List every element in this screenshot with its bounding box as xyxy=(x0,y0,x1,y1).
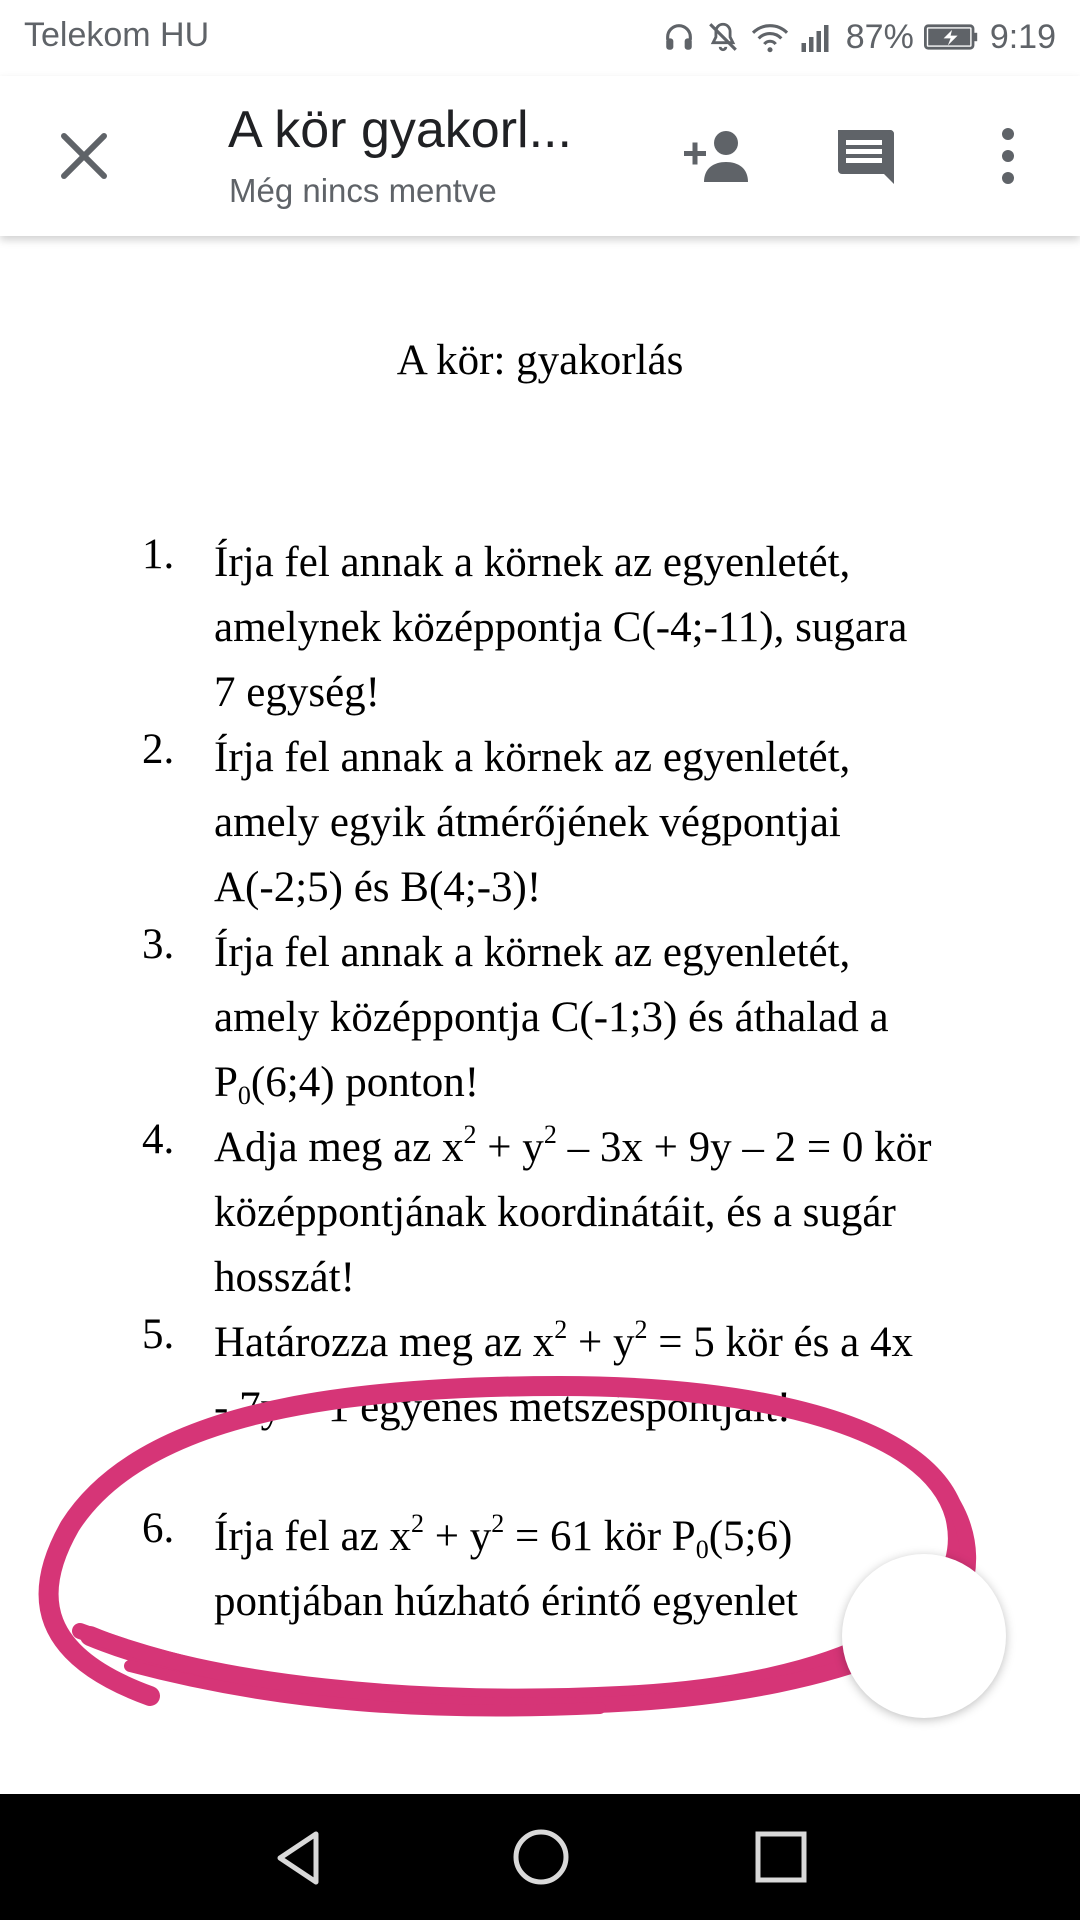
back-button[interactable] xyxy=(270,1828,330,1888)
status-icons xyxy=(652,12,1056,62)
clock: 9:19 xyxy=(989,17,1056,56)
text-line: pontjában húzható érintő egyenlet xyxy=(214,1578,798,1625)
comment-icon xyxy=(832,124,896,188)
list-text xyxy=(214,1115,1014,1310)
home-icon xyxy=(510,1826,572,1888)
text-line xyxy=(214,1050,1014,1115)
text-run: (6;4) ponton! xyxy=(250,1059,480,1106)
more-vert-icon xyxy=(996,126,1020,186)
subscript: 0 xyxy=(695,1535,709,1564)
superscript: 2 xyxy=(543,1120,557,1149)
signal-icon xyxy=(800,22,836,52)
text-run: + y xyxy=(423,1513,492,1560)
text-run: Adja meg az x xyxy=(214,1124,464,1171)
text-run: + y xyxy=(567,1319,635,1366)
list-text xyxy=(214,920,1014,1115)
close-button[interactable] xyxy=(50,122,118,190)
text-run: + y xyxy=(476,1124,544,1171)
text-run: (5;6) xyxy=(708,1513,793,1560)
text-run: P xyxy=(214,1059,238,1106)
home-button[interactable] xyxy=(510,1826,572,1888)
headphones-icon xyxy=(662,20,696,54)
text-line: amely középpontja C(-1;3) és áthalad a xyxy=(214,994,889,1041)
save-status: Még nincs mentve xyxy=(229,172,497,209)
document-canvas[interactable] xyxy=(0,236,1080,1794)
back-icon xyxy=(270,1828,330,1888)
text-line xyxy=(214,1310,1014,1375)
add-person-icon xyxy=(682,128,756,184)
superscript: 2 xyxy=(410,1509,424,1538)
text-line: amelynek középpontja C(-4;-11), sugara xyxy=(214,604,908,651)
list-number: 5. xyxy=(142,1311,175,1358)
wifi-icon xyxy=(750,20,790,54)
document-title: A kör gyakorl... xyxy=(228,101,572,159)
subscript: 0 xyxy=(237,1081,251,1110)
text-line: A(-2;5) és B(4;-3)! xyxy=(214,864,542,911)
list-number: 3. xyxy=(142,921,175,968)
superscript: 2 xyxy=(491,1509,505,1538)
more-options-button[interactable] xyxy=(996,126,1020,186)
text-run: Írja fel az x xyxy=(214,1513,411,1560)
recent-apps-button[interactable] xyxy=(752,1828,810,1886)
floating-action-button[interactable] xyxy=(842,1554,1006,1718)
text-run: = 5 kör és a 4x xyxy=(647,1319,913,1366)
list-number: 4. xyxy=(142,1116,175,1163)
text-line: - 7y = 1 egyenes metszéspontjait! xyxy=(214,1384,792,1431)
navigation-bar xyxy=(0,1794,1080,1920)
text-run: – 3x + 9y – 2 = 0 kör xyxy=(556,1124,932,1171)
text-line: középpontjának koordinátáit, és a sugár xyxy=(214,1189,896,1236)
battery-percent: 87% xyxy=(845,17,914,56)
list-text xyxy=(214,1310,1014,1440)
battery-charging-icon xyxy=(924,22,980,52)
comments-button[interactable] xyxy=(832,124,896,188)
text-line: 7 egység! xyxy=(214,669,380,716)
text-line: amely egyik átmérőjének végpontjai xyxy=(214,799,841,846)
mute-icon xyxy=(706,20,740,54)
list-text xyxy=(214,725,1014,920)
text-line: hosszát! xyxy=(214,1254,355,1301)
list-number: 6. xyxy=(142,1505,175,1552)
list-number: 2. xyxy=(142,726,175,773)
app-bar xyxy=(0,76,1080,236)
document-heading: A kör: gyakorlás xyxy=(396,337,684,384)
list-text xyxy=(214,530,1014,725)
superscript: 2 xyxy=(463,1120,477,1149)
carrier-name: Telekom HU xyxy=(24,16,210,54)
text-line: Írja fel annak a körnek az egyenletét, xyxy=(214,734,851,781)
text-line: Írja fel annak a körnek az egyenletét, xyxy=(214,539,851,586)
recent-apps-icon xyxy=(752,1828,810,1886)
text-line: Írja fel annak a körnek az egyenletét, xyxy=(214,929,851,976)
text-run: Határozza meg az x xyxy=(214,1319,555,1366)
text-run: = 61 kör P xyxy=(504,1513,696,1560)
superscript: 2 xyxy=(554,1315,568,1344)
close-icon xyxy=(50,122,118,190)
superscript: 2 xyxy=(634,1315,648,1344)
status-bar xyxy=(0,0,1080,76)
share-button[interactable] xyxy=(682,128,756,184)
list-number: 1. xyxy=(142,531,175,578)
text-line xyxy=(214,1115,1014,1180)
